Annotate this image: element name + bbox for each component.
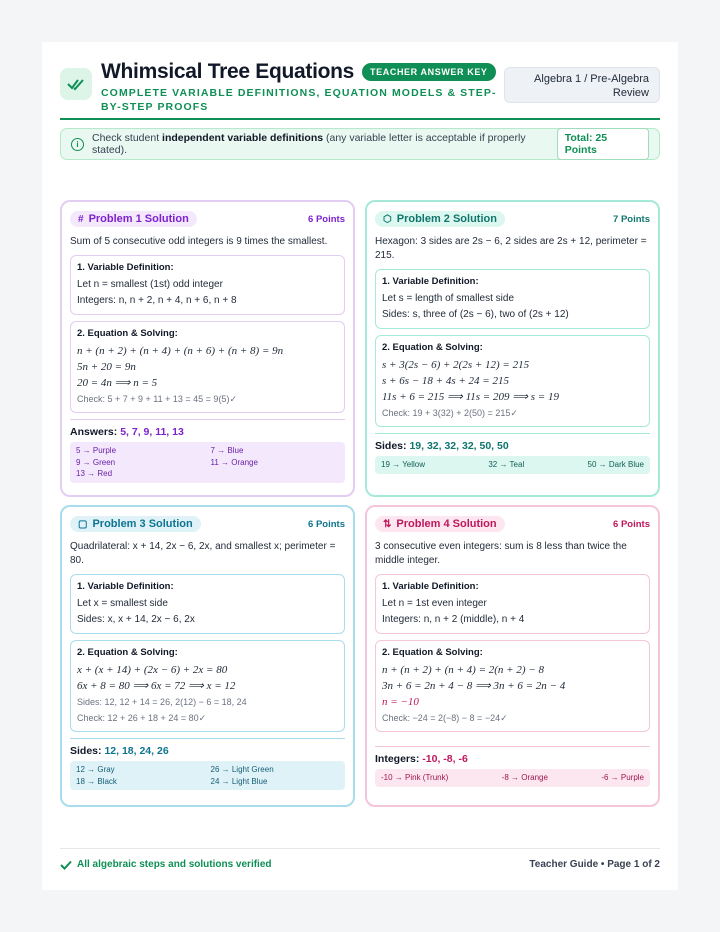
problem-3-card — [60, 505, 355, 807]
problem-2-points: 7 Points — [613, 213, 650, 225]
info-icon: i — [71, 138, 84, 151]
problem-3-points: 6 Points — [308, 518, 345, 530]
color-key: 19 → Yellow 32 → Teal 50 → Dark Blue — [375, 456, 650, 474]
problem-2-label: ⬡ Problem 2 Solution — [375, 211, 505, 227]
problem-1-answer: Answers: 5, 7, 9, 11, 13 — [70, 426, 184, 438]
problem-2-answer: Sides: 19, 32, 32, 32, 50, 50 — [375, 440, 509, 452]
check-double-icon — [60, 68, 92, 100]
color-key: -10 → Pink (Trunk) -8 → Orange -6 → Purple — [375, 769, 650, 787]
notice-banner — [60, 128, 660, 160]
problem-3-answer: Sides: 12, 18, 24, 26 — [70, 745, 169, 757]
problem-2-card — [365, 200, 660, 497]
footer-page-info: Teacher Guide • Page 1 of 2 — [529, 859, 660, 870]
notice-text: Check student independent variable definitions (any variable letter is acceptable if properly stated). — [92, 132, 526, 156]
problem-1-prompt: Sum of 5 consecutive odd integers is 9 times the smallest. — [70, 236, 328, 247]
answer-key-badge: TEACHER ANSWER KEY — [362, 63, 495, 81]
page-title: Whimsical Tree Equations — [101, 60, 355, 83]
hexagon-icon: ⬡ — [383, 213, 392, 225]
sort-arrows-icon: ⇅ — [383, 518, 392, 530]
total-points: Total: 25 Points — [557, 128, 649, 160]
equation-box: 2. Equation & Solving: s + 3(2s − 6) + 2(2s + 12) = 215 s + 6s − 18 + 4s + 24 = 215 11s + 6 = 215 ⟹ 11s = 209 ⟹ s = 19 Check: 19 + 3(32) + 2(50) = 215✓ — [375, 335, 650, 427]
variable-definition-box: 1. Variable Definition: Let n = 1st even integer Integers: n, n + 2 (middle), n + 4 — [375, 574, 650, 634]
color-key: 5 → Purple 7 → Blue 9 → Green 11 → Orange 13 → Red — [70, 442, 345, 483]
equation-box: 2. Equation & Solving: n + (n + 2) + (n + 4) = 2(n + 2) − 8 3n + 6 = 2n + 4 − 8 ⟹ 3n + 6 = 2n − 4 n = −10 Check: −24 = 2(−8) − 8 = −24✓ — [375, 640, 650, 732]
variable-definition-box: 1. Variable Definition: Let s = length of smallest side Sides: s, three of (2s − 6), two of (2s + 12) — [375, 269, 650, 329]
course-label: Algebra 1 / Pre-Algebra Review — [504, 67, 660, 103]
hash-icon: # — [78, 213, 84, 225]
page-subtitle: COMPLETE VARIABLE DEFINITIONS, EQUATION MODELS & STEP-BY-STEP PROOFS — [101, 87, 497, 113]
problem-3-label: ▢ Problem 3 Solution — [70, 516, 201, 532]
footer-divider — [60, 848, 660, 849]
problem-4-answer: Integers: -10, -8, -6 — [375, 753, 468, 765]
problem-4-card — [365, 505, 660, 807]
header-divider — [60, 118, 660, 120]
problem-3-prompt: Quadrilateral: x + 14, 2x − 6, 2x, and smallest x; perimeter = 80. — [70, 541, 336, 566]
problem-1-label: # Problem 1 Solution — [70, 211, 197, 227]
problem-4-label: ⇅ Problem 4 Solution — [375, 516, 505, 532]
variable-definition-box: 1. Variable Definition: Let x = smallest side Sides: x, x + 14, 2x − 6, 2x — [70, 574, 345, 634]
problem-4-prompt: 3 consecutive even integers: sum is 8 less than twice the middle integer. — [375, 541, 627, 566]
color-key: 12 → Gray 26 → Light Green 18 → Black 24 → Light Blue — [70, 761, 345, 790]
variable-definition-box: 1. Variable Definition: Let n = smallest (1st) odd integer Integers: n, n + 2, n + 4, n + 6, n + 8 — [70, 255, 345, 315]
answer-key-page — [42, 42, 678, 890]
problem-2-prompt: Hexagon: 3 sides are 2s − 6, 2 sides are 2s + 12, perimeter = 215. — [375, 236, 647, 261]
check-icon — [60, 860, 72, 870]
problem-1-points: 6 Points — [308, 213, 345, 225]
equation-box: 2. Equation & Solving: x + (x + 14) + (2x − 6) + 2x = 80 6x + 8 = 80 ⟹ 6x = 72 ⟹ x = 12 Sides: 12, 12 + 14 = 26, 2(12) − 6 = 18, 24 Check: 12 + 26 + 18 + 24 = 80✓ — [70, 640, 345, 732]
square-icon: ▢ — [78, 518, 88, 530]
page-header — [60, 60, 660, 118]
problem-1-card — [60, 200, 355, 497]
equation-box: 2. Equation & Solving: n + (n + 2) + (n + 4) + (n + 6) + (n + 8) = 9n 5n + 20 = 9n 20 = 4n ⟹ n = 5 Check: 5 + 7 + 9 + 11 + 13 = 45 = 9(5)✓ — [70, 321, 345, 413]
problem-4-points: 6 Points — [613, 518, 650, 530]
footer-verified: All algebraic steps and solutions verified — [60, 859, 272, 870]
